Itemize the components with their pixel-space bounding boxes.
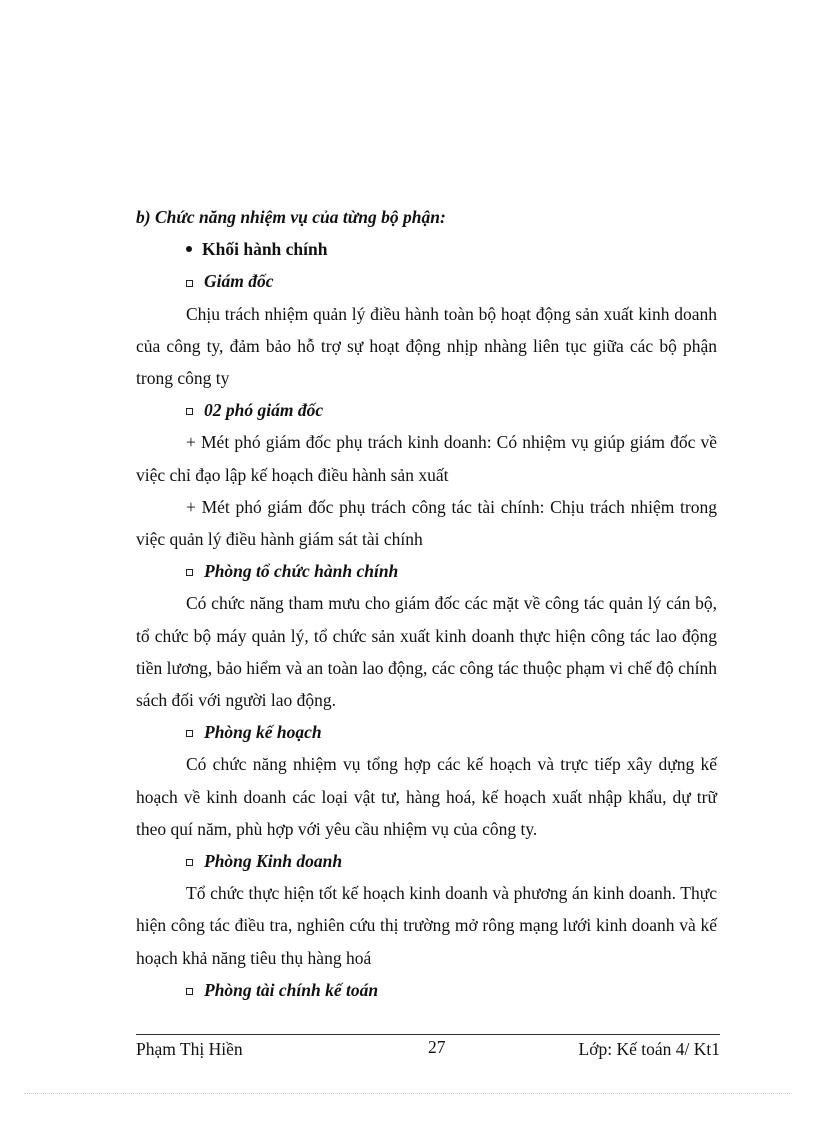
- page-footer: [136, 1034, 720, 1065]
- item-heading-phong-tai-chinh: [136, 974, 717, 1006]
- group-heading-text: Khối hành chính: [202, 239, 328, 260]
- item-heading-text: Phòng Kinh doanh: [204, 851, 343, 872]
- item-heading-pho-giam-doc: [136, 394, 717, 426]
- square-bullet-icon: [186, 280, 193, 287]
- section-title: b) Chức năng nhiệm vụ của từng bộ phận:: [136, 207, 446, 227]
- footer-class: Lớp: Kế toán 4/ Kt1: [578, 1039, 720, 1059]
- paragraph: + Mét phó giám đốc phụ trách kinh doanh: Có nhiệm vụ giúp giám đốc về việc chỉ đạo lập kế hoạch điều hành sản xuất: [136, 432, 717, 485]
- item-heading-text: Phòng kế hoạch: [204, 722, 322, 743]
- page-bottom-divider: [24, 1093, 792, 1094]
- square-bullet-icon: [186, 988, 193, 995]
- item-heading-giam-doc: [136, 265, 717, 297]
- square-bullet-icon: [186, 408, 193, 415]
- paragraph: Chịu trách nhiệm quản lý điều hành toàn bộ hoạt động sản xuất kinh doanh của công ty, đảm bảo hỗ trợ sự hoạt động nhịp nhàng liên tục giữa các bộ phận trong công ty: [136, 303, 717, 389]
- item-heading-text: Giám đốc: [204, 271, 274, 292]
- item-heading-text: Phòng tài chính kế toán: [204, 979, 379, 1000]
- item-heading-text: Phòng tổ chức hành chính: [204, 561, 399, 582]
- item-heading-phong-kinh-doanh: [136, 845, 717, 877]
- paragraph: Tổ chức thực hiện tốt kế hoạch kinh doanh và phương án kinh doanh. Thực hiện công tác điều tra, nghiên cứu thị trường mở rông mạng lưới kinh doanh và kế hoạch khả năng tiêu thụ hàng hoá: [136, 883, 717, 968]
- page-number: 27: [428, 1037, 446, 1057]
- square-bullet-icon: [186, 569, 193, 576]
- item-heading-phong-to-chuc: [136, 555, 717, 587]
- item-heading-text: 02 phó giám đốc: [204, 400, 324, 421]
- bullet-icon: [186, 246, 192, 252]
- square-bullet-icon: [186, 859, 193, 866]
- square-bullet-icon: [186, 730, 193, 737]
- paragraph: Có chức năng tham mưu cho giám đốc các mặt về công tác quản lý cán bộ, tổ chức bộ máy quản lý, tổ chức sản xuất kinh doanh thực hiện công tác lao động tiền lương, bảo hiểm và an toàn lao động, các công tác thuộc phạm vi chế độ chính sách đối với người lao động.: [136, 593, 717, 711]
- document-body: [136, 201, 717, 1006]
- item-heading-phong-ke-hoach: [136, 716, 717, 748]
- paragraph: + Mét phó giám đốc phụ trách công tác tài chính: Chịu trách nhiệm trong việc quản lý điều hành giám sát tài chính: [136, 496, 717, 550]
- footer-author: Phạm Thị Hiền: [136, 1039, 243, 1059]
- paragraph: Có chức năng nhiệm vụ tổng hợp các kế hoạch và trực tiếp xây dựng kế hoạch về kinh doanh các loại vật tư, hàng hoá, kế hoạch xuất nhập khẩu, dự trữ theo quí năm, phù hợp với yêu cầu nhiệm vụ của công ty.: [136, 754, 717, 839]
- group-heading: [136, 233, 717, 265]
